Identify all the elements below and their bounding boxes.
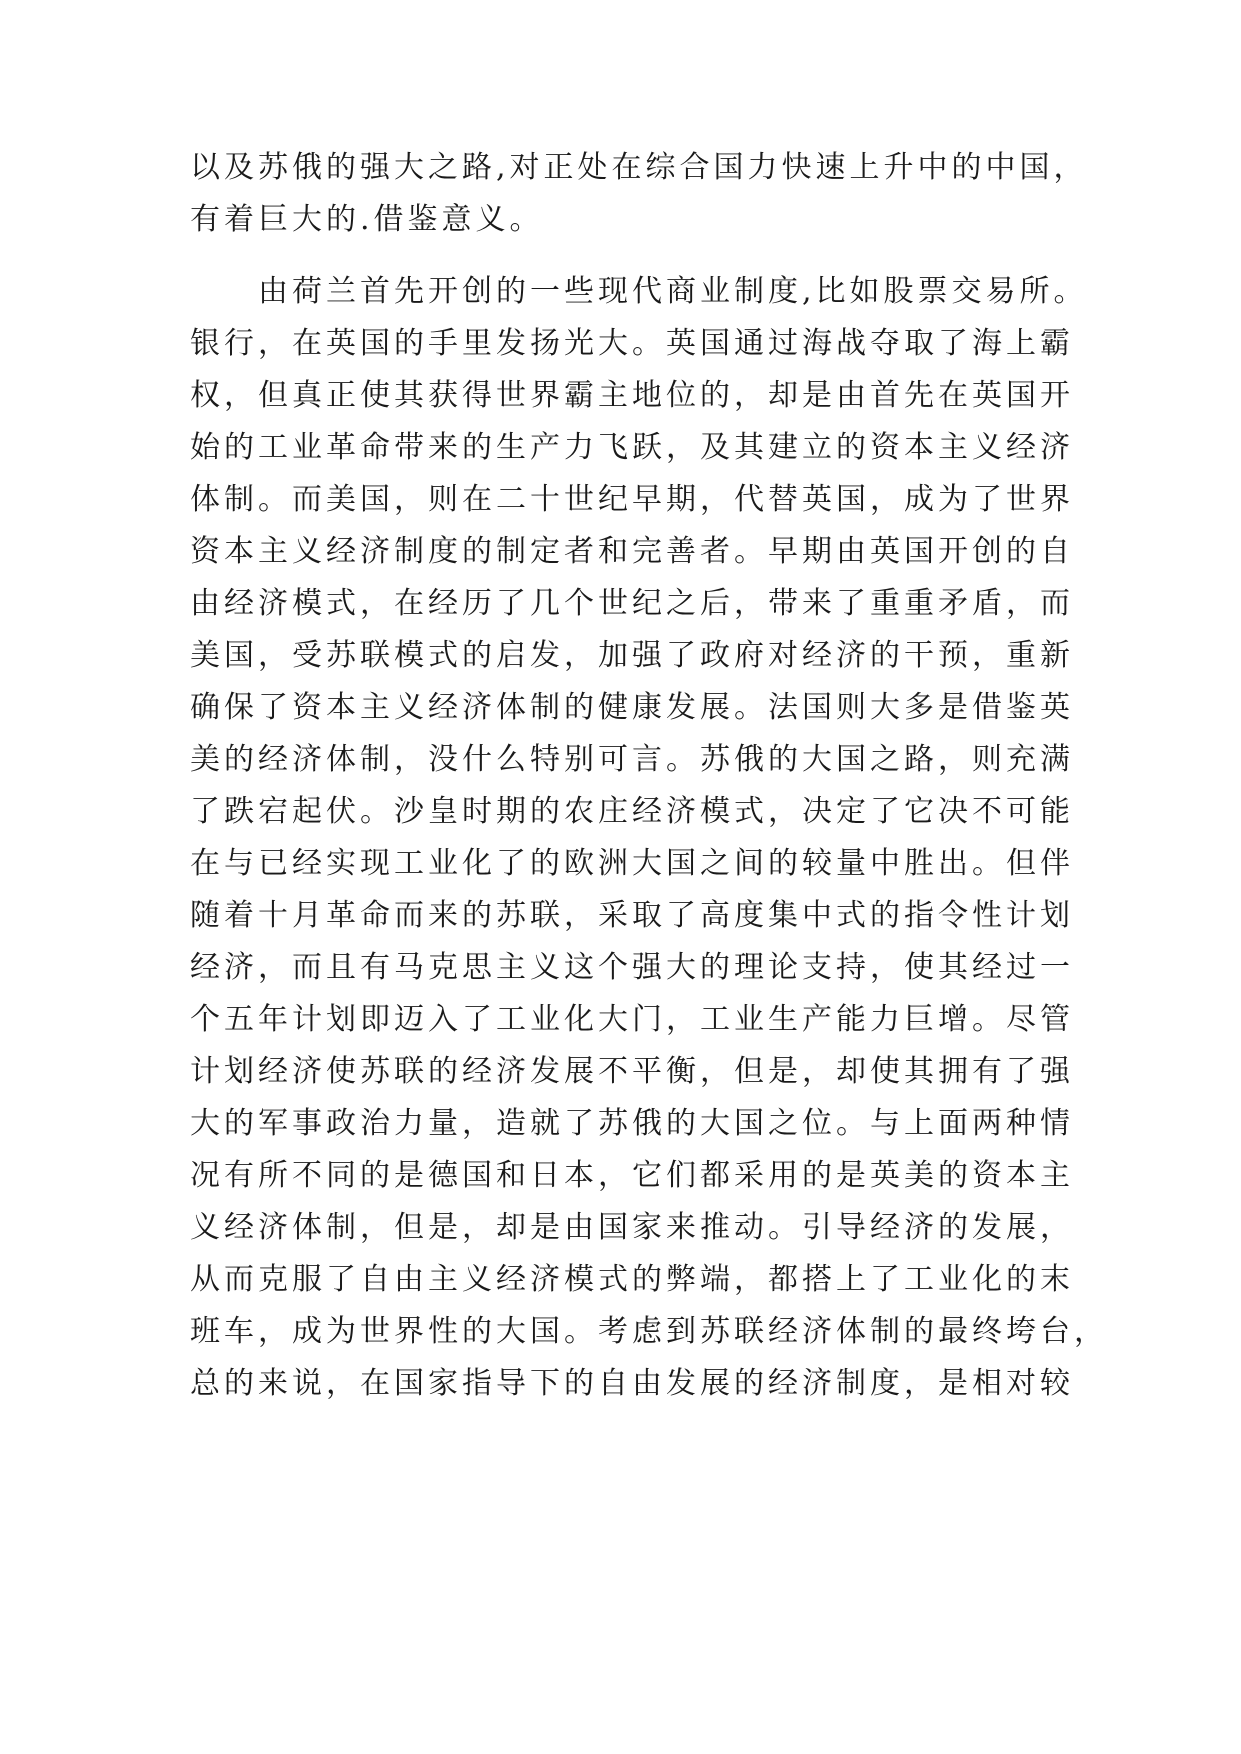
text-line: 由荷兰首先开创的一些现代商业制度,比如股票交易所。 <box>258 274 1088 309</box>
text-line: 班车，成为世界性的大国。考虑到苏联经济体制的最终垮台， <box>190 1314 1108 1349</box>
text-line: 了跌宕起伏。沙皇时期的农庄经济模式，决定了它决不可能 <box>190 794 1074 829</box>
text-line: 美的经济体制，没什么特别可言。苏俄的大国之路，则充满 <box>190 742 1074 777</box>
text-line: 个五年计划即迈入了工业化大门，工业生产能力巨增。尽管 <box>190 1002 1074 1037</box>
text-line: 计划经济使苏联的经济发展不平衡，但是，却使其拥有了强 <box>190 1054 1074 1089</box>
text-line: 大的军事政治力量，造就了苏俄的大国之位。与上面两种情 <box>190 1106 1074 1141</box>
text-line: 随着十月革命而来的苏联，采取了高度集中式的指令性计划 <box>190 898 1074 933</box>
text-line: 从而克服了自由主义经济模式的弊端，都搭上了工业化的末 <box>190 1262 1074 1297</box>
text-line: 况有所不同的是德国和日本，它们都采用的是英美的资本主 <box>190 1158 1074 1193</box>
text-line: 美国，受苏联模式的启发，加强了政府对经济的干预，重新 <box>190 638 1074 673</box>
text-line: 以及苏俄的强大之路,对正处在综合国力快速上升中的中国， <box>190 150 1088 185</box>
text-line: 始的工业革命带来的生产力飞跃，及其建立的资本主义经济 <box>190 430 1074 465</box>
text-line: 经济，而且有马克思主义这个强大的理论支持，使其经过一 <box>190 950 1074 985</box>
text-line: 由经济模式，在经历了几个世纪之后，带来了重重矛盾，而 <box>190 586 1074 621</box>
paragraph-2 <box>190 266 1108 1410</box>
text-line: 银行，在英国的手里发扬光大。英国通过海战夺取了海上霸 <box>190 326 1074 361</box>
text-line: 总的来说，在国家指导下的自由发展的经济制度，是相对较 <box>190 1366 1074 1401</box>
paragraph-1 <box>190 142 1090 246</box>
text-line: 有着巨大的.借鉴意义。 <box>190 202 544 237</box>
text-line: 义经济体制，但是，却是由国家来推动。引导经济的发展， <box>190 1210 1074 1245</box>
body-text <box>190 142 1108 1410</box>
text-line: 资本主义经济制度的制定者和完善者。早期由英国开创的自 <box>190 534 1074 569</box>
text-line: 权，但真正使其获得世界霸主地位的，却是由首先在英国开 <box>190 378 1074 413</box>
text-line: 体制。而美国，则在二十世纪早期，代替英国，成为了世界 <box>190 482 1074 517</box>
text-line: 在与已经实现工业化了的欧洲大国之间的较量中胜出。但伴 <box>190 846 1074 881</box>
text-line: 确保了资本主义经济体制的健康发展。法国则大多是借鉴英 <box>190 690 1074 725</box>
